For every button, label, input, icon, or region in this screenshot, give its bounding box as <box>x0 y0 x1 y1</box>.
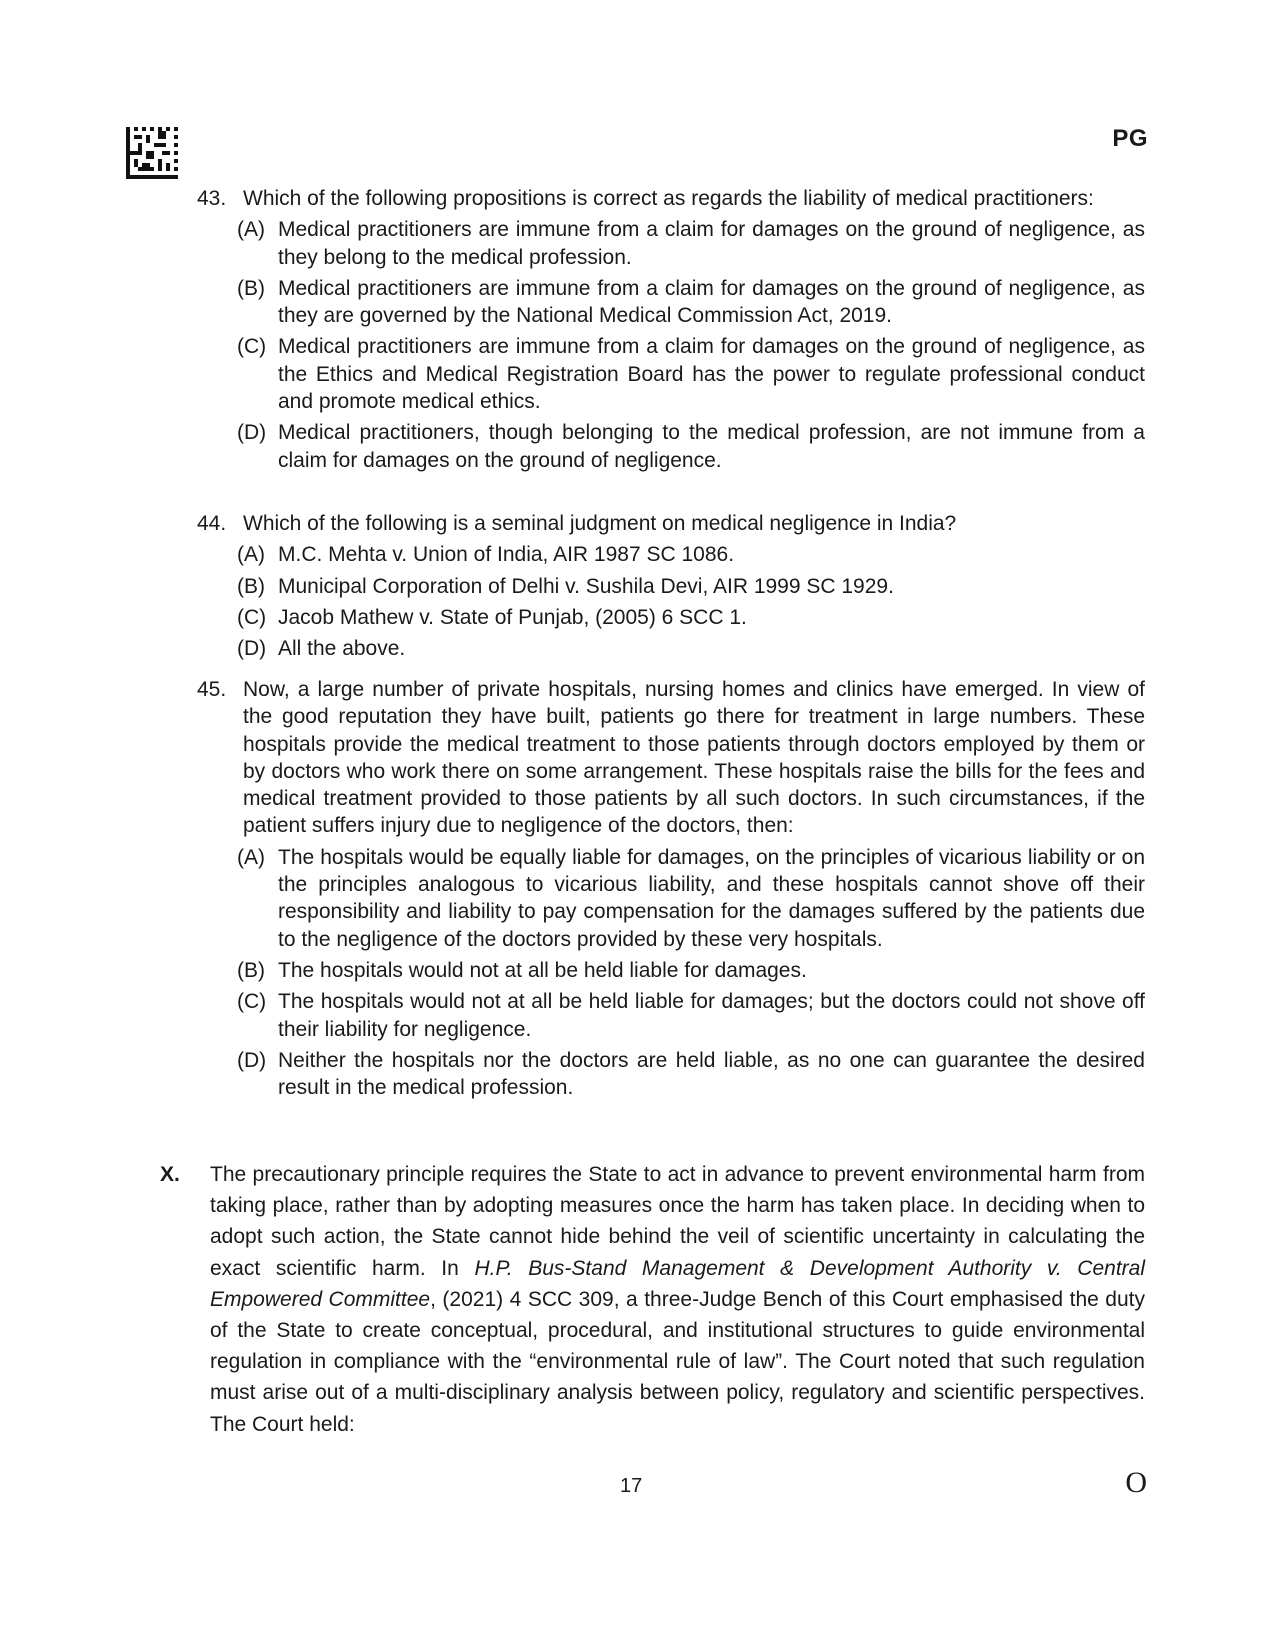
option-text: All the above. <box>278 637 406 661</box>
passage-text <box>210 1159 1145 1440</box>
option-text: Jacob Mathew v. State of Punjab, (2005) 6 SCC 1. <box>278 605 747 629</box>
question-44 <box>197 510 1145 662</box>
passage-x <box>160 1159 1145 1440</box>
option-label: (D) <box>237 637 267 661</box>
option-label: (C) <box>237 990 267 1014</box>
paper-code: PG <box>1112 125 1148 152</box>
option-c <box>237 988 1145 1043</box>
question-text: Which of the following is a seminal judgment on medical negligence in India? <box>243 512 957 535</box>
case-name: H.P. Bus-Stand Management & Development Authority v. Central Empowered Committee <box>210 1256 1146 1311</box>
option-label: (A) <box>237 845 265 869</box>
option-label: (B) <box>237 958 265 982</box>
set-code: O <box>1125 1466 1147 1499</box>
option-text: The hospitals would not at all be held liable for damages; but the doctors could not shove off their liability for negligence. <box>278 990 1145 1041</box>
option-c <box>237 604 1145 631</box>
option-text: Neither the hospitals nor the doctors are held liable, as no one can guarantee the desired result in the medical profession. <box>278 1048 1145 1100</box>
option-text: M.C. Mehta v. Union of India, AIR 1987 SC 1086. <box>278 543 735 567</box>
option-label: (D) <box>237 1048 267 1072</box>
option-d <box>237 419 1145 474</box>
option-text: Medical practitioners are immune from a claim for damages on the ground of negligence, as they are governed by the National Medical Commission Act, 2019. <box>278 276 1145 328</box>
question-45 <box>197 676 1145 1101</box>
option-b <box>237 957 1145 984</box>
passage-label: X. <box>160 1163 180 1186</box>
option-label: (A) <box>237 218 265 242</box>
question-number: 44. <box>197 512 227 535</box>
question-43 <box>197 185 1145 474</box>
question-text: Now, a large number of private hospitals, nursing homes and clinics have emerged. In view of the good reputation they have built, patients go there for treatment in large numbers. These hospitals provide the medical treatment to those patients through doctors employed by them or by doctors who work there on some arrangement. These hospitals raise the bills for the fees and medical treatment provided to those patients by all such doctors. In such circumstances, if the patient suffers injury due to negligence of the doctors, then: <box>243 678 1145 838</box>
question-text: Which of the following propositions is correct as regards the liability of medical practitioners: <box>243 187 1094 210</box>
option-label: (B) <box>237 276 265 300</box>
option-text: The hospitals would not at all be held liable for damages. <box>278 958 807 982</box>
question-number: 43. <box>197 187 227 210</box>
option-text: Municipal Corporation of Delhi v. Sushila Devi, AIR 1999 SC 1929. <box>278 574 894 598</box>
option-label: (C) <box>237 335 267 359</box>
option-label: (A) <box>237 543 265 567</box>
option-a <box>237 844 1145 953</box>
option-text: The hospitals would be equally liable for damages, on the principles of vicarious liability or on the principles analogous to vicarious liability, and these hospitals cannot shove off their responsibility and liability to pay compensation for the damages suffered by the patients due to the negligence of the doctors provided by these very hospitals. <box>278 845 1145 951</box>
option-text: Medical practitioners, though belonging to the medical profession, are not immune from a claim for damages on the ground of negligence. <box>278 421 1145 472</box>
option-text: Medical practitioners are immune from a claim for damages on the ground of negligence, as the Ethics and Medical Registration Board has the power to regulate professional conduct and promote medical ethics. <box>278 335 1145 414</box>
option-text: Medical practitioners are immune from a claim for damages on the ground of negligence, as they belong to the medical profession. <box>278 218 1145 269</box>
option-a <box>237 216 1145 271</box>
option-c <box>237 333 1145 415</box>
option-a <box>237 541 1145 568</box>
option-label: (C) <box>237 605 267 629</box>
datamatrix-barcode-icon <box>126 127 178 179</box>
option-d <box>237 635 1145 662</box>
passage-text-part-1: The precautionary principle requires the State to act in advance to prevent environmental harm from taking place, rather than by adopting measures once the harm has taken place. In deciding when to adopt such action, the State cannot hide behind the veil of scientific uncertainty in calculating the exact scientific harm. In <box>210 1163 1145 1280</box>
question-number: 45. <box>197 678 227 701</box>
option-label: (D) <box>237 421 267 445</box>
option-b <box>237 573 1145 600</box>
page-number: 17 <box>620 1475 643 1497</box>
option-d <box>237 1047 1145 1102</box>
option-label: (B) <box>237 574 265 598</box>
passage-text-part-2: , (2021) 4 SCC 309, a three-Judge Bench of this Court emphasised the duty of the State to create conceptual, procedural, and institutional structures to guide environmental regulation in compliance with the “environmental rule of law”. The Court noted that such regulation must arise out of a multi-disciplinary analysis between policy, regulatory and scientific perspectives. The Court held: <box>210 1287 1145 1436</box>
option-b <box>237 275 1145 330</box>
